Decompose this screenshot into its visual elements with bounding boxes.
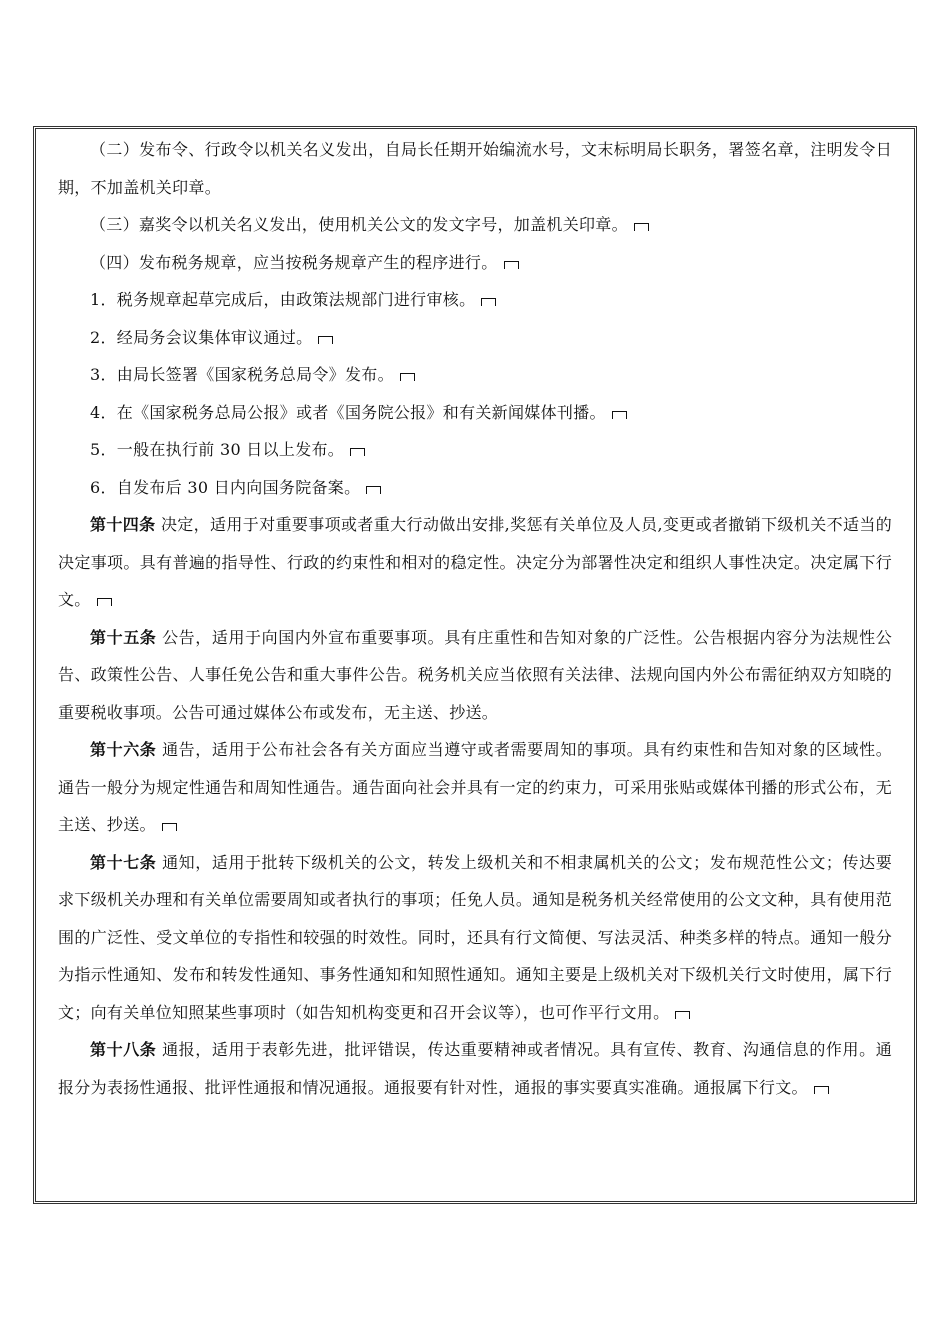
paragraph-mark-icon bbox=[97, 598, 112, 606]
paragraph-mark-icon bbox=[400, 373, 415, 381]
article-paragraph: 第十七条 通知，适用于批转下级机关的公文，转发上级机关和不相隶属机关的公文；发布规范性公文；传达要求下级机关办理和有关单位需要周知或者执行的事项；任免人员。通知是税务机关经常使用的公文文种，具有使用范围的广泛性、受文单位的专指性和较强的时效性。同时，还具有行文简便、写法灵活、种类多样的特点。通知一般分为指示性通知、发布和转发性通知、事务性通知和知照性通知。通知主要是上级机关对下级机关行文时使用，属下行文；向有关单位知照某些事项时（如告知机构变更和召开会议等），也可作平行文用。 bbox=[58, 852, 892, 1022]
paragraph: （三）嘉奖令以机关名义发出，使用机关公文的发文字号，加盖机关印章。 bbox=[58, 206, 892, 244]
article-paragraph: 第十六条 通告，适用于公布社会各有关方面应当遵守或者需要周知的事项。具有约束性和告知对象的区域性。通告一般分为规定性通告和周知性通告。通告面向社会并具有一定的约束力，可采用张贴或媒体刊播的形式公布，无主送、抄送。 bbox=[58, 740, 892, 834]
paragraph: 4．在《国家税务总局公报》或者《国务院公报》和有关新闻媒体刊播。 bbox=[58, 394, 892, 432]
paragraph: （二）发布令、行政令以机关名义发出，自局长任期开始编流水号，文末标明局长职务，署签名章，注明发令日期，不加盖机关印章。 bbox=[58, 140, 892, 197]
paragraph: 6．自发布后 30 日内向国务院备案。 bbox=[58, 469, 892, 507]
article-number: 第十七条 bbox=[90, 852, 157, 872]
document-frame bbox=[33, 126, 917, 1204]
paragraph-mark-icon bbox=[612, 411, 627, 419]
article-paragraph: 第十四条 决定，适用于对重要事项或者重大行动做出安排,奖惩有关单位及人员,变更或者撤销下级机关不适当的决定事项。具有普遍的指导性、行政的约束性和相对的稳定性。决定分为部署性决定和组织人事性决定。决定属下行文。 bbox=[58, 515, 893, 609]
article-number: 第十五条 bbox=[90, 627, 157, 647]
paragraph-mark-icon bbox=[366, 486, 381, 494]
paragraph-mark-icon bbox=[481, 298, 496, 306]
document-body bbox=[58, 131, 892, 1106]
paragraph: 3．由局长签署《国家税务总局令》发布。 bbox=[58, 356, 892, 394]
article-number: 第十八条 bbox=[90, 1040, 157, 1059]
paragraph: 5．一般在执行前 30 日以上发布。 bbox=[58, 431, 892, 469]
paragraph-mark-icon bbox=[675, 1011, 690, 1019]
article-paragraph: 第十八条 通报，适用于表彰先进，批评错误，传达重要精神或者情况。具有宣传、教育、沟通信息的作用。通报分为表扬性通报、批评性通报和情况通报。通报要有针对性，通报的事实要真实准确。通报属下行文。 bbox=[58, 1040, 892, 1097]
paragraph: 2．经局务会议集体审议通过。 bbox=[58, 319, 892, 357]
article-number: 第十四条 bbox=[90, 515, 156, 534]
article-number: 第十六条 bbox=[90, 740, 157, 759]
paragraph-mark-icon bbox=[318, 336, 333, 344]
paragraph: （四）发布税务规章，应当按税务规章产生的程序进行。 bbox=[58, 244, 892, 282]
paragraph: 1．税务规章起草完成后，由政策法规部门进行审核。 bbox=[58, 281, 892, 319]
paragraph-mark-icon bbox=[634, 223, 649, 231]
paragraph-mark-icon bbox=[814, 1086, 829, 1094]
paragraph-mark-icon bbox=[350, 448, 365, 456]
paragraph-mark-icon bbox=[162, 823, 177, 831]
article-paragraph: 第十五条 公告，适用于向国内外宣布重要事项。具有庄重性和告知对象的广泛性。公告根据内容分为法规性公告、政策性公告、人事任免公告和重大事件公告。税务机关应当依照有关法律、法规向国内外公布需征纳双方知晓的重要税收事项。公告可通过媒体公布或发布，无主送、抄送。 bbox=[58, 627, 892, 722]
paragraph-mark-icon bbox=[504, 261, 519, 269]
